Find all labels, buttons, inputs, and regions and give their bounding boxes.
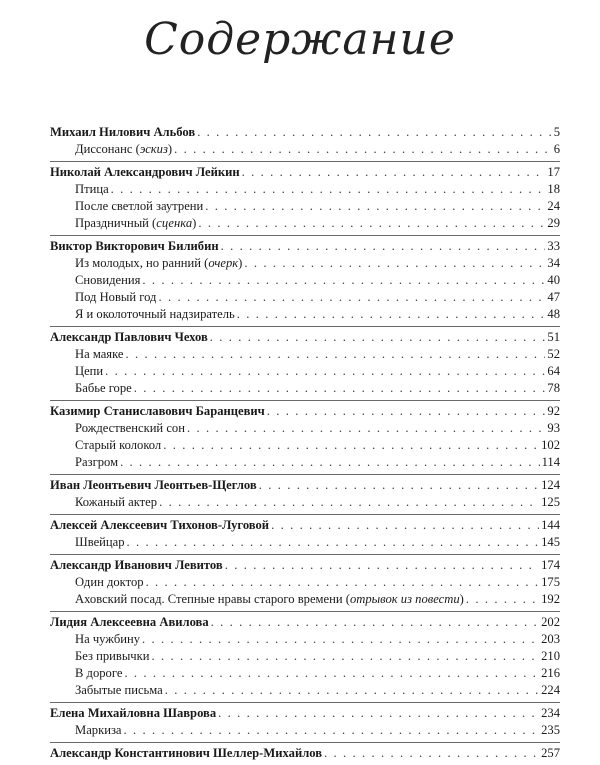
page-number: 203 [541,632,560,646]
work-title [75,722,122,739]
author-entry[interactable] [50,517,560,534]
dot-leader [134,380,546,397]
author-name: Лидия Алексеевна Авилова [50,615,209,629]
dot-leader [211,614,539,631]
work-entry[interactable] [50,215,560,232]
dot-leader [159,494,539,511]
work-title-text: Один доктор [75,575,144,589]
author-entry[interactable] [50,557,560,574]
toc-section [50,400,560,474]
dot-leader [165,682,539,699]
author-name: Алексей Алексеевич Тихонов-Луговой [50,518,270,532]
work-entry[interactable] [50,181,560,198]
work-title [75,346,124,363]
page-number: 52 [547,347,560,361]
page-number: 40 [547,273,560,287]
dot-leader [158,289,545,306]
author-name: Елена Михайловна Шаврова [50,706,217,720]
page-number: 124 [541,478,560,492]
dot-leader [267,403,546,420]
toc-section [50,122,560,161]
work-title-text: Рождественский сон [75,421,185,435]
work-entry[interactable] [50,363,560,380]
page-number: 210 [541,649,560,663]
dot-leader [187,420,545,437]
table-of-contents [50,122,560,765]
page-number: 78 [547,381,560,395]
page-number: 64 [547,364,560,378]
work-entry[interactable] [50,722,560,739]
page-number: 145 [541,535,560,549]
work-title [75,255,242,272]
work-title-text: Птица [75,182,109,196]
work-entry[interactable] [50,648,560,665]
dot-leader [271,517,539,534]
work-title-text: Диссонанс ( [75,142,140,156]
work-title-text: Кожаный актер [75,495,158,509]
work-genre-note: отрывок из повести [349,592,460,606]
work-title-text: Я и околоточный надзиратель [75,307,235,321]
page-number: 51 [547,330,560,344]
work-title [75,454,118,471]
page-number: 114 [541,455,560,469]
dot-leader [142,631,539,648]
toc-section [50,702,560,742]
work-title-text: Праздничный ( [75,216,157,230]
work-title-text: Без привычки [75,649,150,663]
page-number: 34 [547,256,560,270]
dot-leader [198,215,545,232]
page-number: 5 [553,125,560,139]
dot-leader [210,329,546,346]
dot-leader [124,665,539,682]
page-number: 144 [541,518,560,532]
work-title-text: Аховский посад. Степные нравы старого времени ( [75,592,350,606]
author-name: Иван Леонтьевич Леонтьев-Щеглов [50,478,257,492]
author-entry[interactable] [50,477,560,494]
dot-leader [221,238,546,255]
page-number: 92 [547,404,560,418]
work-entry[interactable] [50,682,560,699]
work-title-text: Разгром [75,455,119,469]
work-title [75,306,235,323]
work-title-close: ) [459,592,464,606]
work-entry[interactable] [50,141,560,158]
author-name: Александр Иванович Левитов [50,558,223,572]
dot-leader [146,574,540,591]
work-title [75,682,163,699]
toc-section [50,554,560,611]
work-genre-note: эскиз [139,142,168,156]
dot-leader [242,164,546,181]
dot-leader [120,454,540,471]
work-title-close: ) [192,216,197,230]
page-number: 6 [553,142,560,156]
work-title [75,494,157,511]
page-number: 29 [547,216,560,230]
dot-leader [126,346,546,363]
work-title-text: Из молодых, но ранний ( [75,256,209,270]
dot-leader [197,124,552,141]
page-number: 257 [541,746,560,760]
work-title [75,289,156,306]
page-number: 192 [541,592,560,606]
work-title [75,215,196,232]
work-title-text: На чужбину [75,632,141,646]
work-entry[interactable] [50,272,560,289]
work-title [75,380,132,397]
work-title-text: На маяке [75,347,124,361]
work-title [75,591,464,608]
work-title [75,437,161,454]
toc-section [50,326,560,400]
toc-section [50,611,560,702]
page-number: 33 [547,239,560,253]
page-title: Содержание [144,14,456,65]
page-number: 17 [547,165,560,179]
dot-leader [174,141,552,158]
work-entry[interactable] [50,454,560,471]
work-title [75,363,103,380]
work-title-close: ) [167,142,173,156]
page-number: 235 [541,723,560,737]
work-entry[interactable] [50,437,560,454]
dot-leader [163,437,539,454]
work-entry[interactable] [50,534,560,551]
dot-leader [142,272,545,289]
toc-section [50,161,560,235]
work-title [75,631,140,648]
page-number: 47 [547,290,560,304]
work-title-text: Под Новый год [75,290,157,304]
work-title-text: Цепи [75,364,104,378]
dot-leader [218,705,539,722]
work-entry[interactable] [50,346,560,363]
author-entry[interactable] [50,745,560,762]
work-entry[interactable] [50,198,560,215]
work-entry[interactable] [50,574,560,591]
work-title [75,141,172,158]
author-name: Николай Александрович Лейкин [50,165,240,179]
work-title-text: Сновидения [75,273,141,287]
work-entry[interactable] [50,591,560,608]
dot-leader [225,557,539,574]
work-title-text: Швейцар [75,535,125,549]
work-entry[interactable] [50,289,560,306]
page-number: 234 [541,706,560,720]
author-entry[interactable] [50,124,560,141]
work-entry[interactable] [50,420,560,437]
work-title-close: ) [238,256,243,270]
page-number: 202 [541,615,560,629]
work-entry[interactable] [50,631,560,648]
author-name: Казимир Станиславович Баранцевич [50,404,265,418]
page-number: 18 [547,182,560,196]
dot-leader [205,198,545,215]
work-title [75,420,185,437]
author-entry[interactable] [50,705,560,722]
work-title [75,198,203,215]
work-title-text: Забытые письма [75,683,163,697]
work-entry[interactable] [50,665,560,682]
author-entry[interactable] [50,329,560,346]
toc-section [50,235,560,326]
dot-leader [111,181,546,198]
work-genre-note: очерк [208,256,239,270]
work-title-text: После светлой заутрени [75,199,204,213]
author-entry[interactable] [50,403,560,420]
work-title [75,534,125,551]
work-title [75,181,109,198]
author-entry[interactable] [50,238,560,255]
toc-section [50,742,560,765]
work-entry[interactable] [50,380,560,397]
work-entry[interactable] [50,306,560,323]
page-number: 125 [541,495,560,509]
page-number: 175 [541,575,560,589]
page-number: 216 [541,666,560,680]
work-genre-note: сценка [156,216,193,230]
author-entry[interactable] [50,614,560,631]
work-title-text: Старый колокол [75,438,162,452]
page-number: 93 [547,421,560,435]
page-number: 224 [541,683,560,697]
author-name: Михаил Нилович Альбов [50,125,196,139]
toc-section [50,514,560,554]
dot-leader [105,363,545,380]
work-title [75,574,144,591]
work-entry[interactable] [50,494,560,511]
page-number: 102 [541,438,560,452]
dot-leader [244,255,545,272]
work-title-text: Маркиза [75,723,122,737]
dot-leader [127,534,540,551]
dot-leader [124,722,540,739]
author-name: Александр Константинович Шеллер-Михайлов [50,746,323,760]
page-number: 174 [541,558,560,572]
work-title-text: Бабье горе [75,381,132,395]
dot-leader [151,648,539,665]
work-title [75,272,140,289]
author-entry[interactable] [50,164,560,181]
dot-leader [237,306,546,323]
work-entry[interactable] [50,255,560,272]
dot-leader [466,591,539,608]
dot-leader [324,745,539,762]
work-title-text: В дороге [75,666,123,680]
page-number: 48 [547,307,560,321]
author-name: Александр Павлович Чехов [50,330,208,344]
author-name: Виктор Викторович Билибин [50,239,219,253]
toc-section [50,474,560,514]
work-title [75,648,149,665]
dot-leader [259,477,539,494]
page-number: 24 [547,199,560,213]
work-title [75,665,122,682]
